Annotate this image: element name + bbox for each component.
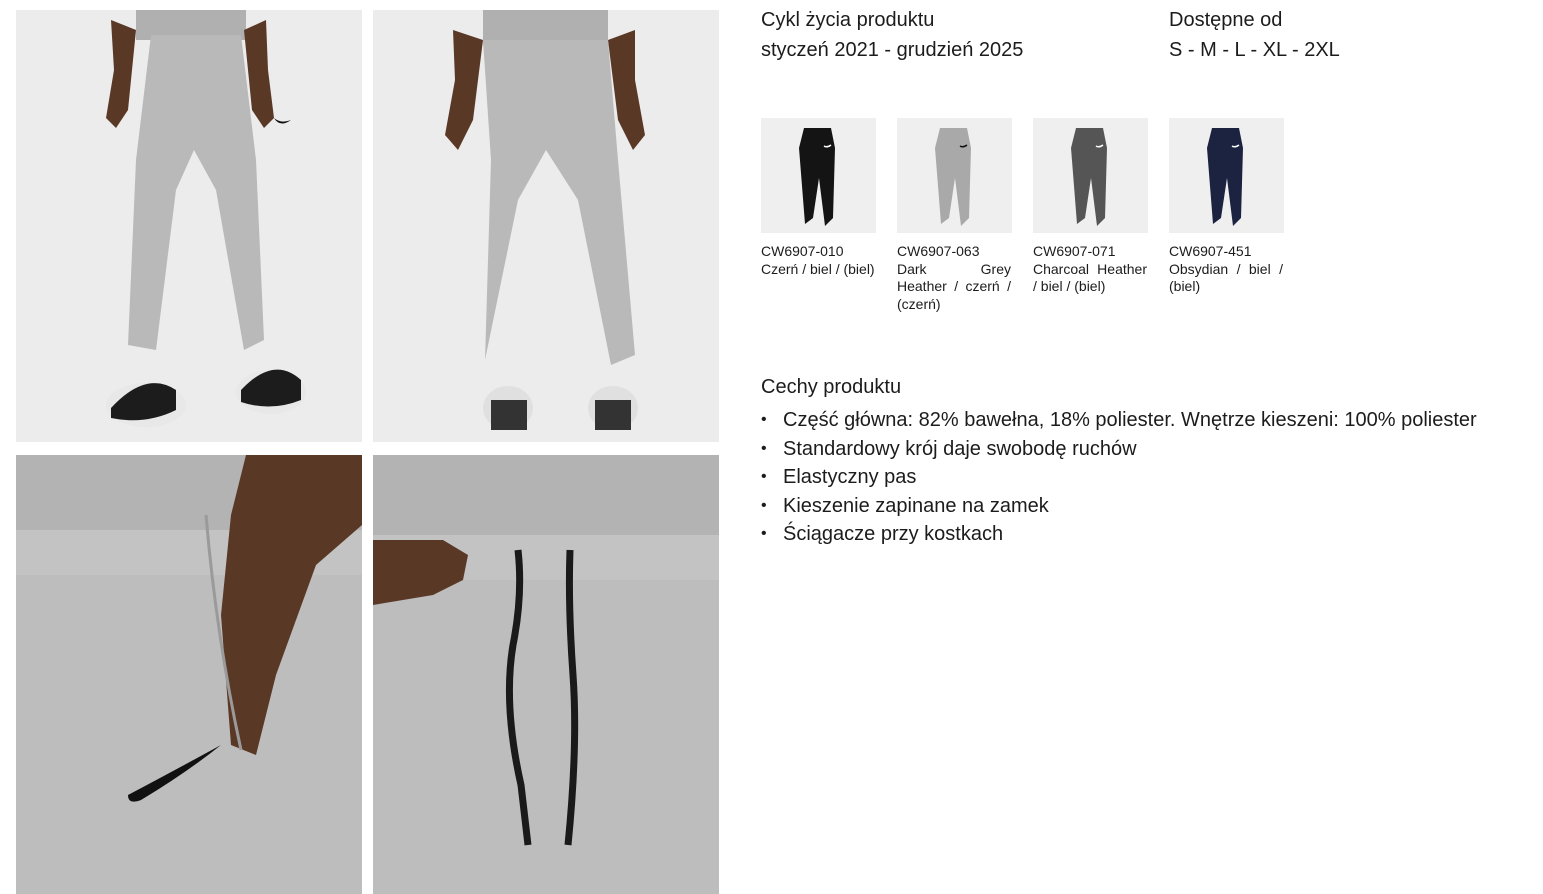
feature-item (761, 406, 1477, 435)
variant-thumbnail[interactable] (1033, 118, 1148, 233)
variant-card[interactable] (897, 118, 1015, 313)
availability-label: Dostępne od (1169, 9, 1283, 31)
lifecycle-value: styczeń 2021 - grudzień 2025 (761, 39, 1024, 61)
variant-code: CW6907-071 (1033, 243, 1116, 259)
feature-text: Standardowy krój daje swobodę ruchów (783, 437, 1137, 460)
feature-item (761, 492, 1477, 521)
product-photo-pocket-detail (16, 455, 362, 894)
feature-text: Część główna: 82% bawełna, 18% poliester. Wnętrze kieszeni: 100% poliester (783, 409, 1477, 431)
variant-thumbnail[interactable] (761, 118, 876, 233)
variant-colors: Obsydian / biel / (biel) (1169, 260, 1283, 294)
features-title: Cechy produktu (761, 376, 902, 398)
product-photo-waistband-detail (373, 455, 719, 894)
variant-card[interactable] (1169, 118, 1287, 296)
bullet-icon: • (761, 468, 767, 486)
variant-thumbnail[interactable] (897, 118, 1012, 233)
lifecycle-label: Cykl życia produktu (761, 9, 935, 31)
size-range: S - M - L - XL - 2XL (1169, 39, 1340, 61)
bullet-icon: • (761, 525, 767, 543)
variant-card[interactable] (1033, 118, 1151, 296)
feature-text: Ściągacze przy kostkach (783, 523, 1004, 546)
variant-thumbnail[interactable] (1169, 118, 1284, 233)
variant-card[interactable] (761, 118, 879, 278)
bullet-icon: • (761, 411, 767, 428)
features-list (761, 406, 1477, 549)
product-photo-back (373, 10, 719, 442)
feature-text: Kieszenie zapinane na zamek (783, 494, 1049, 517)
variant-colors: Charcoal Heather / biel / (biel) (1033, 260, 1147, 294)
feature-item (761, 463, 1477, 492)
product-photo-front (16, 10, 362, 442)
feature-item (761, 520, 1477, 549)
variant-colors: Czerń / biel / (biel) (761, 260, 875, 277)
variant-code: CW6907-451 (1169, 243, 1252, 259)
variant-code: CW6907-010 (761, 243, 844, 259)
bullet-icon: • (761, 439, 767, 457)
variant-code: CW6907-063 (897, 243, 980, 259)
feature-item (761, 435, 1477, 464)
bullet-icon: • (761, 496, 767, 514)
variant-colors: Dark Grey Heather / czerń / (czerń) (897, 260, 1011, 312)
feature-text: Elastyczny pas (783, 466, 917, 489)
